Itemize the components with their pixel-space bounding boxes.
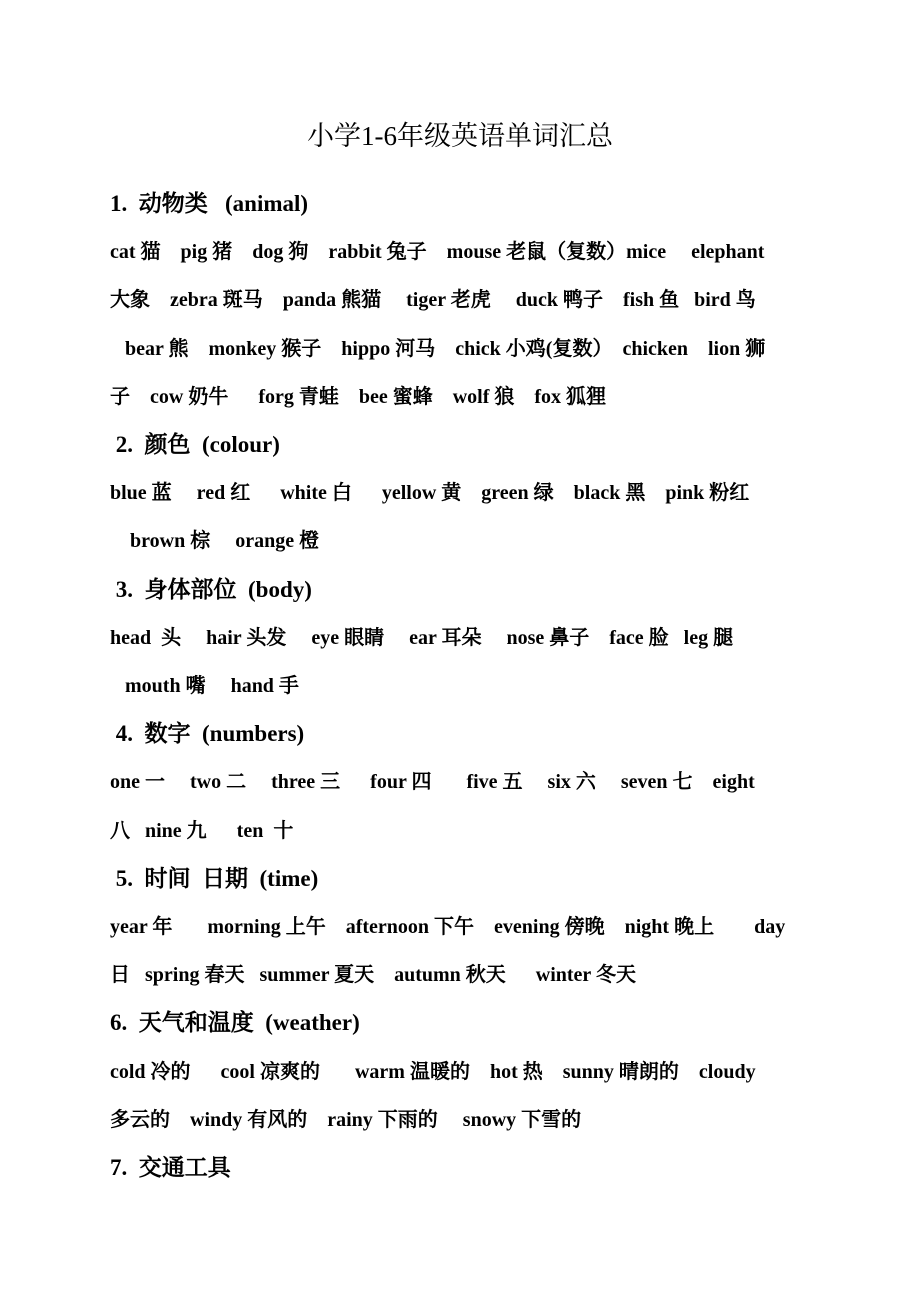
section-heading: 6. 天气和温度 (weather) xyxy=(110,1010,360,1036)
section-heading: 4. 数字 (numbers) xyxy=(110,721,305,747)
page-title: 小学1-6年级英语单词汇总 xyxy=(307,121,613,151)
word-line: brown 棕 orange 橙 xyxy=(110,530,320,553)
word-line: one 一 two 二 three 三 four 四 five 五 six 六 seven 七 eight xyxy=(110,771,755,794)
section-heading: 7. 交通工具 xyxy=(110,1155,231,1180)
word-line: 子 cow 奶牛 forg 青蛙 bee 蜜蜂 wolf 狼 fox 狐狸 xyxy=(110,385,607,408)
word-line: 日 spring 春天 summer 夏天 autumn 秋天 winter 冬天 xyxy=(110,964,636,987)
word-line: 多云的 windy 有风的 rainy 下雨的 snowy 下雪的 xyxy=(110,1108,582,1131)
word-line: bear 熊 monkey 猴子 hippo 河马 chick 小鸡(复数） chicken lion 狮 xyxy=(110,337,766,360)
word-line: cold 冷的 cool 凉爽的 warm 温暖的 hot 热 sunny 晴朗的 cloudy xyxy=(110,1060,756,1083)
section-heading: 3. 身体部位 (body) xyxy=(110,576,312,602)
word-line: 八 nine 九 ten 十 xyxy=(110,819,294,842)
section-heading: 2. 颜色 (colour) xyxy=(110,432,280,457)
word-line: head 头 hair 头发 eye 眼睛 ear 耳朵 nose 鼻子 face 脸 leg 腿 xyxy=(110,626,734,649)
word-line: blue 蓝 red 红 white 白 yellow 黄 green 绿 black 黑 pink 粉红 xyxy=(110,482,750,505)
section-heading: 5. 时间 日期 (time) xyxy=(110,865,319,891)
word-line: year 年 morning 上午 afternoon 下午 evening 傍晚 night 晚上 day xyxy=(110,916,786,938)
word-line: cat 猫 pig 猪 dog 狗 rabbit 兔子 mouse 老鼠（复数）mice elephant xyxy=(110,241,765,264)
section-heading: 1. 动物类 (animal) xyxy=(110,191,309,216)
word-line: mouth 嘴 hand 手 xyxy=(110,675,299,697)
word-line: 大象 zebra 斑马 panda 熊猫 tiger 老虎 duck 鸭子 fish 鱼 bird 鸟 xyxy=(110,289,756,312)
